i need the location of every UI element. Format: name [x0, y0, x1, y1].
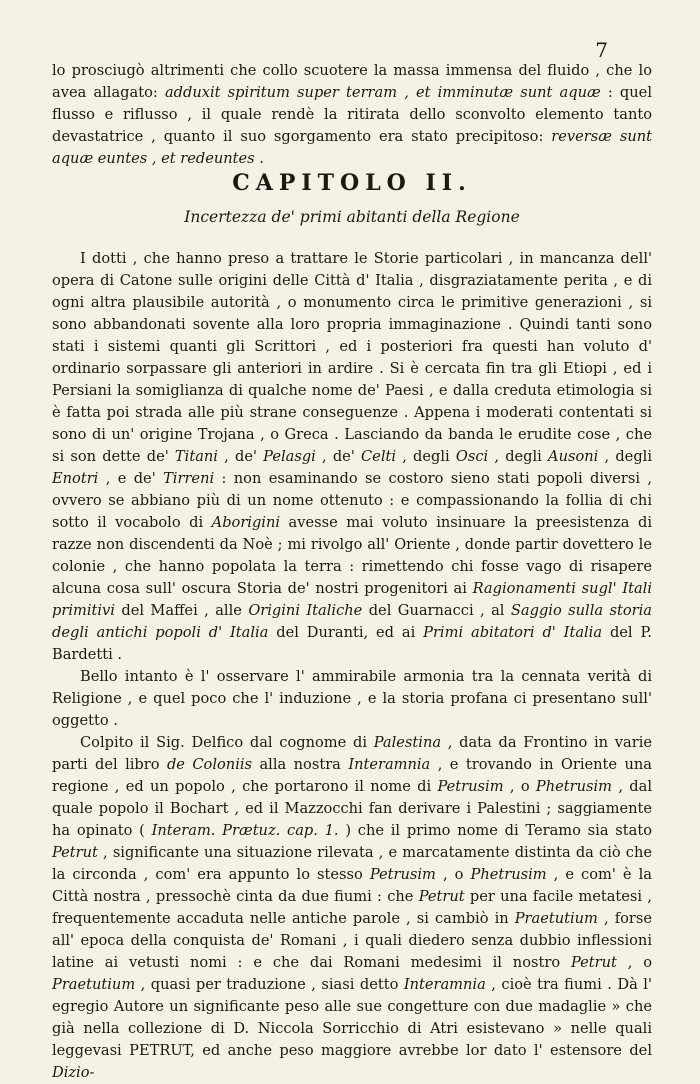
- text-run: , dal quale popolo il Bochart , ed il Mazzocchi fan derivare i Palestini ; saggiamente ha opinato (: [52, 778, 652, 839]
- italic-term: Palestina: [373, 734, 442, 751]
- italic-term: Petrusim: [369, 866, 436, 883]
- text-run: , degli: [488, 448, 549, 465]
- italic-term: Petrut: [570, 954, 617, 971]
- text-run: , significante una situazione rilevata , e marcatamente distinta da ciò che la circonda , com' era appunto lo stesso: [52, 844, 652, 883]
- latin-quote: reversæ sunt aquæ euntes , et redeuntes: [52, 128, 653, 167]
- text-run: del Maffei , alle: [114, 602, 249, 619]
- text-run: I dotti , che hanno preso a trattare le Storie particolari , in mancanza dell' opera di Catone sulle origini delle Città d' Italia , disgraziatamente perita , e di ogni altra plausibile autorità , o monumento circa le primitive generazioni , si sono abbandonati sovente alla loro propria immaginazione . Quindi tanti sono stati i sistemi quanti gli Scrittori , ed i posteriori fra questi han voluto d' ordinario sorpassare gli anteriori in ardire . Si è cercata fin tra gli Etiopi , ed i Persiani la somiglianza di qualche nome de' Paesi , e dalla creduta etimologia si è fatta poi strada alle più strane conseguenze . Appena i moderati contentati si sono di un' origine Trojana , o Greca . Lasciando da banda le erudite cose , che si son dette de': [52, 250, 652, 465]
- text-run: del Duranti, ed ai: [268, 624, 424, 641]
- text-run: , o: [435, 866, 471, 883]
- text-run: , data da Frontino in varie parti del libro: [52, 734, 653, 773]
- italic-term: Praetutium: [514, 910, 598, 927]
- italic-term: Aborigini: [211, 514, 281, 531]
- text-run: , cioè tra fiumi . Dà l' egregio Autore un significante peso alle sue congetture con due madaglie » che già nella collezione di D. Niccola Sorricchio di Atri esistevano » nelle quali leggevasi PETRUT, ed anche peso maggiore avrebbe lor dato l' estensore del: [52, 976, 652, 1059]
- text-run: .: [254, 150, 264, 167]
- italic-term: Osci: [455, 448, 489, 465]
- top-paragraph: [52, 60, 652, 170]
- page-number: 7: [595, 38, 608, 62]
- italic-term: Petrut: [418, 888, 465, 905]
- text-run: , forse all' epoca della conquista de' Romani , i quali diedero senza dubbio inflessioni latine ai vetusti nomi : e che dai Romani medesimi il nostro: [52, 910, 652, 971]
- paragraph-2: Bello intanto è l' osservare l' ammirabile armonia tra la cennata verità di Religione , e quel poco che l' induzione , e la storia profana ci presentano sull' oggetto .: [52, 668, 652, 729]
- text-run: Colpito il Sig. Delfico dal cognome di: [80, 734, 374, 751]
- chapter-title: CAPITOLO II.: [232, 170, 472, 196]
- italic-term: Tirreni: [163, 470, 215, 487]
- text-run: , degli: [598, 448, 652, 465]
- chapter-subtitle: Incertezza de' primi abitanti della Regione: [184, 208, 520, 226]
- text-run: lo prosciugò altrimenti che collo scuotere la massa immensa del fluido , che lo avea allagato:: [52, 62, 652, 101]
- paragraph-3: [52, 732, 652, 1084]
- text-run: , degli: [396, 448, 456, 465]
- italic-term: Dizio-: [52, 1064, 95, 1081]
- italic-term: Primi abitatori d' Italia: [423, 624, 603, 641]
- italic-term: Enotri: [52, 470, 99, 487]
- text-run: , e de': [98, 470, 164, 487]
- italic-term: Interam. Prætuz. cap. 1.: [151, 822, 339, 839]
- italic-term: Phetrusim: [470, 866, 547, 883]
- italic-term: Interamnia: [403, 976, 486, 993]
- text-run: del P. Bardetti .: [52, 624, 652, 663]
- text-run: alla nostra: [252, 756, 349, 773]
- text-run: , quasi per traduzione , siasi detto: [135, 976, 404, 993]
- text-run: : quel flusso e riflusso , il quale rendè la ritirata dello sconvolto elemento tanto devastatrice , quanto il suo sgorgamento era stato precipitoso:: [52, 84, 652, 145]
- italic-term: de Coloniis: [166, 756, 253, 773]
- text-run: : non esaminando se costoro sieno stati popoli diversi , ovvero se abbiano più di un nome ottenuto : e compassionando la follia di chi sotto il vocabolo di: [52, 470, 653, 531]
- italic-term: Pelasgi: [263, 448, 316, 465]
- text-run: , de': [315, 448, 362, 465]
- italic-term: Ausoni: [548, 448, 599, 465]
- italic-term: Saggio sulla storia degli antichi popoli d' Italia: [52, 602, 652, 641]
- italic-term: Phetrusim: [535, 778, 613, 795]
- text-run: , o: [616, 954, 652, 971]
- text-run: ) che il primo nome di Teramo sia stato: [338, 822, 652, 839]
- italic-term: Ragionamenti sugl' Itali primitivi: [52, 580, 652, 619]
- italic-term: Petrusim: [437, 778, 504, 795]
- text-run: , e trovando in Oriente una regione , ed un popolo , che portarono il nome di: [52, 756, 653, 795]
- text-run: del Guarnacci , al: [362, 602, 511, 619]
- italic-term: Praetutium: [52, 976, 136, 993]
- text-run: , de': [217, 448, 264, 465]
- text-run: per una facile metatesi , frequentemente accaduta nelle antiche parole , si cambiò in: [52, 888, 652, 927]
- text-run: avesse mai voluto insinuare la preesistenza di razze non discendenti da Noè ; mi rivolgo all' Oriente , donde partir dovettero le colonie , che hanno popolata la terra : rimettendo chi fosse vago di risapere alcuna cosa sull' oscura Storia de' nostri progenitori ai: [52, 514, 652, 597]
- italic-term: Petrut: [52, 844, 98, 861]
- italic-term: Origini Italiche: [248, 602, 363, 619]
- text-run: , e com' è la Città nostra , pressochè cinta da due fiumi : che: [52, 866, 652, 905]
- text-run: , o: [503, 778, 536, 795]
- latin-quote: adduxit spiritum super terram , et imminutæ sunt aquæ: [164, 84, 601, 101]
- chapter-body: [52, 248, 652, 1084]
- paragraph-1: [52, 248, 652, 666]
- italic-term: Interamnia: [348, 756, 431, 773]
- italic-term: Titani: [174, 448, 218, 465]
- italic-term: Celti: [361, 448, 397, 465]
